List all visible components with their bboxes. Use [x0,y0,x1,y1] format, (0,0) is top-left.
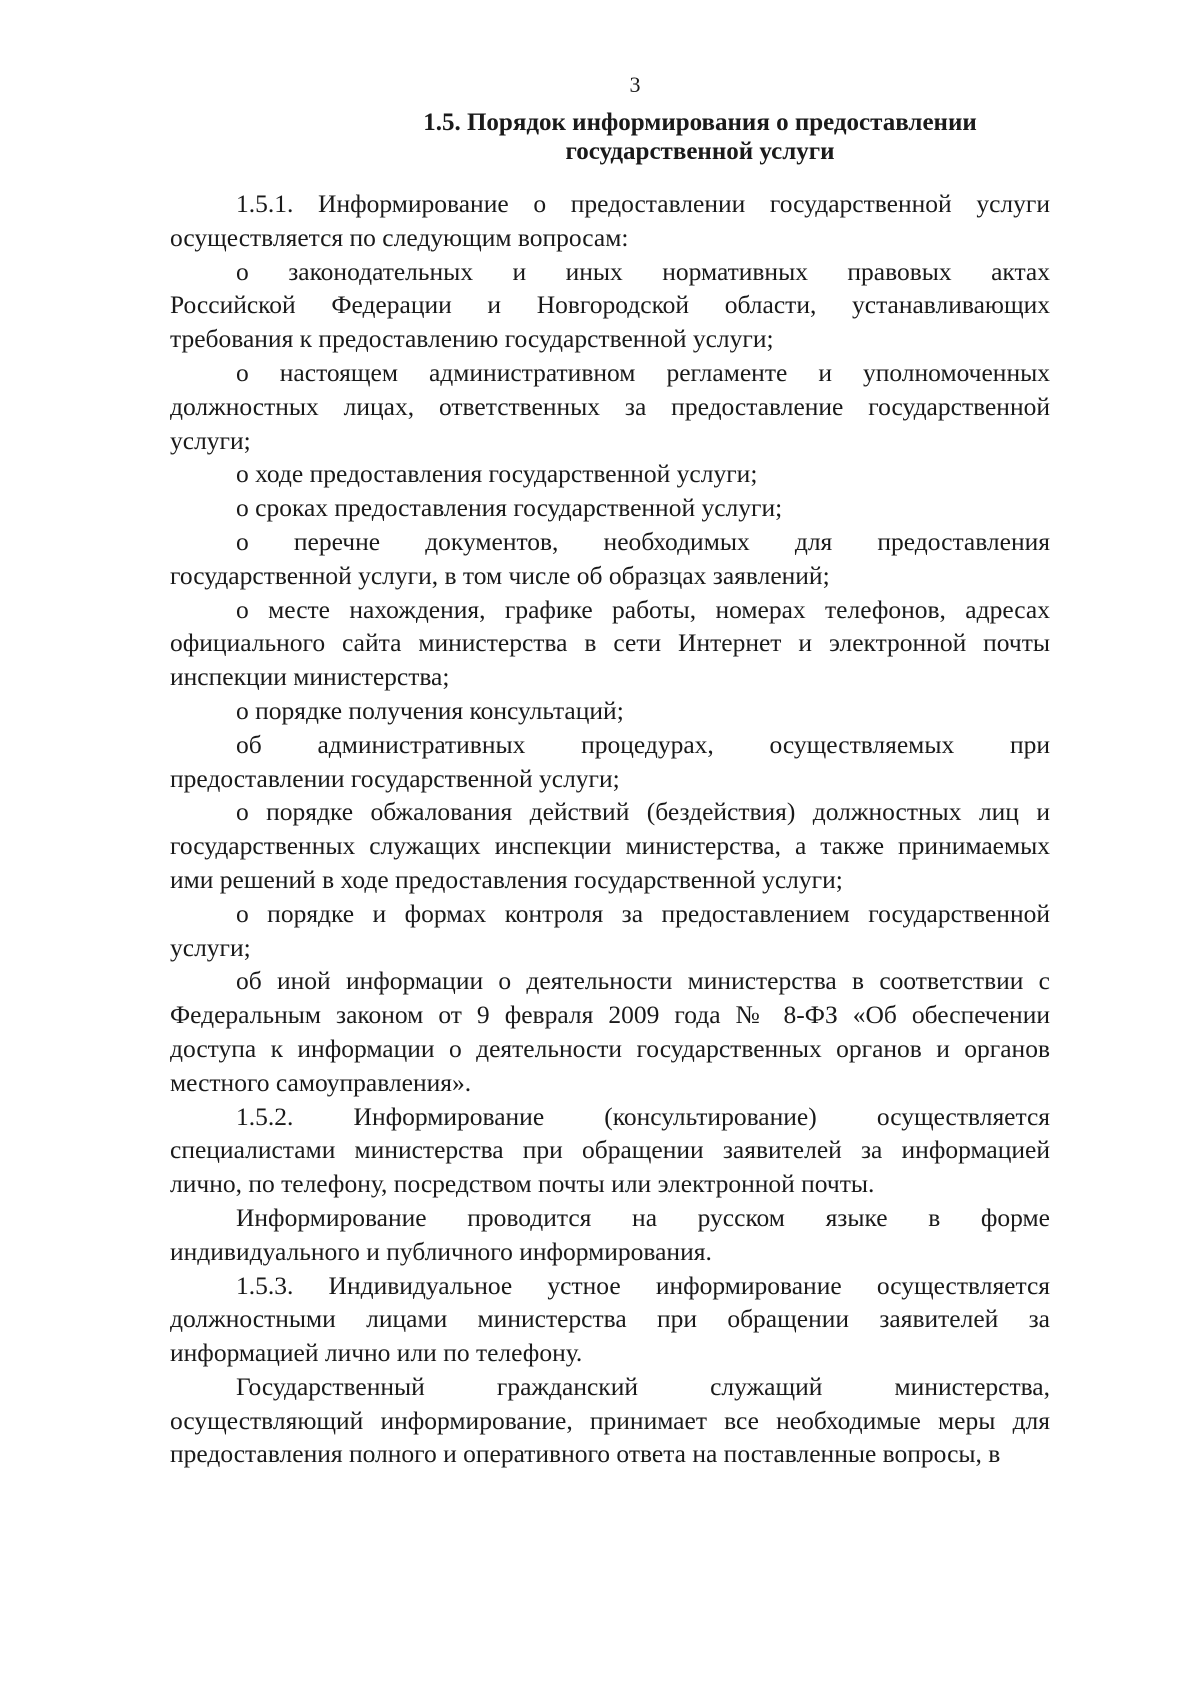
text-line: Государственный гражданский служащий министерства, [236,1371,1050,1401]
paragraph [170,187,1050,255]
text-line: официального сайта министерства в сети Интернет и электронной почты [170,628,1050,658]
text-line: информацией лично или по телефону. [170,1338,583,1368]
paragraph [170,1201,1050,1269]
text-line: должностными лицами министерства при обращении заявителей за [170,1304,1050,1334]
paragraph [170,356,1050,457]
text-line: об иной информации о деятельности министерства в соответствии с [236,966,1050,996]
text-line: о перечне документов, необходимых для предоставления [236,526,1050,556]
text-line: о порядке обжалования действий (бездействия) должностных лиц и [236,797,1050,827]
section-heading-line-1: 1.5. Порядок информирования о предоставлении [423,109,977,136]
paragraph [170,255,1050,356]
text-line: должностных лицах, ответственных за предоставление государственной [170,391,1050,421]
paragraph [170,1269,1050,1370]
paragraph [170,897,1050,965]
text-line: ими решений в ходе предоставления государственной услуги; [170,864,843,894]
text-line: государственных служащих инспекции министерства, а также принимаемых [170,831,1050,861]
paragraph [170,491,1050,525]
paragraph [170,457,1050,491]
text-line: индивидуального и публичного информирования. [170,1236,712,1266]
text-line: Федеральным законом от 9 февраля 2009 года № 8-ФЗ «Об обеспечении [170,1000,1050,1030]
paragraph [170,964,1050,1099]
text-line: инспекции министерства; [170,662,450,692]
text-line: о месте нахождения, графике работы, номерах телефонов, адресах [236,594,1050,624]
text-line: специалистами министерства при обращении заявителей за информацией [170,1135,1050,1165]
text-line: 1.5.1. Информирование о предоставлении государственной услуги [236,189,1050,218]
paragraph [170,728,1050,796]
text-line: о порядке и формах контроля за предоставлением государственной [236,898,1050,928]
text-line: о порядке получения консультаций; [236,695,624,725]
text-line: 1.5.3. Индивидуальное устное информирование осуществляется [236,1270,1050,1300]
paragraph [170,593,1050,694]
text-line: о сроках предоставления государственной услуги; [236,493,783,523]
text-line: услуги; [170,425,251,455]
text-line: местного самоуправления». [170,1067,472,1097]
text-line: лично, по телефону, посредством почты или электронной почты. [170,1169,875,1199]
text-line: Российской Федерации и Новгородской области, устанавливающих [170,290,1050,320]
text-line: осуществляющий информирование, принимает все необходимые меры для [170,1405,1050,1435]
text-line: Информирование проводится на русском языке в форме [236,1202,1050,1232]
text-line: о законодательных и иных нормативных правовых актах [236,256,1050,286]
section-heading [300,108,1100,166]
text-line: об административных процедурах, осуществляемых при [236,729,1050,759]
text-line: доступа к информации о деятельности государственных органов и органов [170,1033,1050,1063]
paragraph [170,525,1050,593]
page-number: 3 [629,72,641,97]
text-line: о настоящем административном регламенте и уполномоченных [236,357,1050,387]
text-line: предоставления полного и оперативного ответа на поставленные вопросы, в [170,1439,1001,1469]
text-line: 1.5.2. Информирование (консультирование) осуществляется [236,1101,1050,1131]
paragraph [170,1370,1050,1471]
paragraph [170,694,1050,728]
text-line: осуществляется по следующим вопросам: [170,222,629,252]
text-line: предоставлении государственной услуги; [170,763,620,793]
body-text [170,187,1050,1471]
text-line: услуги; [170,932,251,962]
section-heading-line-2: государственной услуги [565,138,835,165]
text-line: о ходе предоставления государственной услуги; [236,459,758,489]
text-line: государственной услуги, в том числе об образцах заявлений; [170,560,830,590]
paragraph [170,1100,1050,1201]
text-line: требования к предоставлению государственной услуги; [170,324,774,354]
paragraph [170,795,1050,896]
